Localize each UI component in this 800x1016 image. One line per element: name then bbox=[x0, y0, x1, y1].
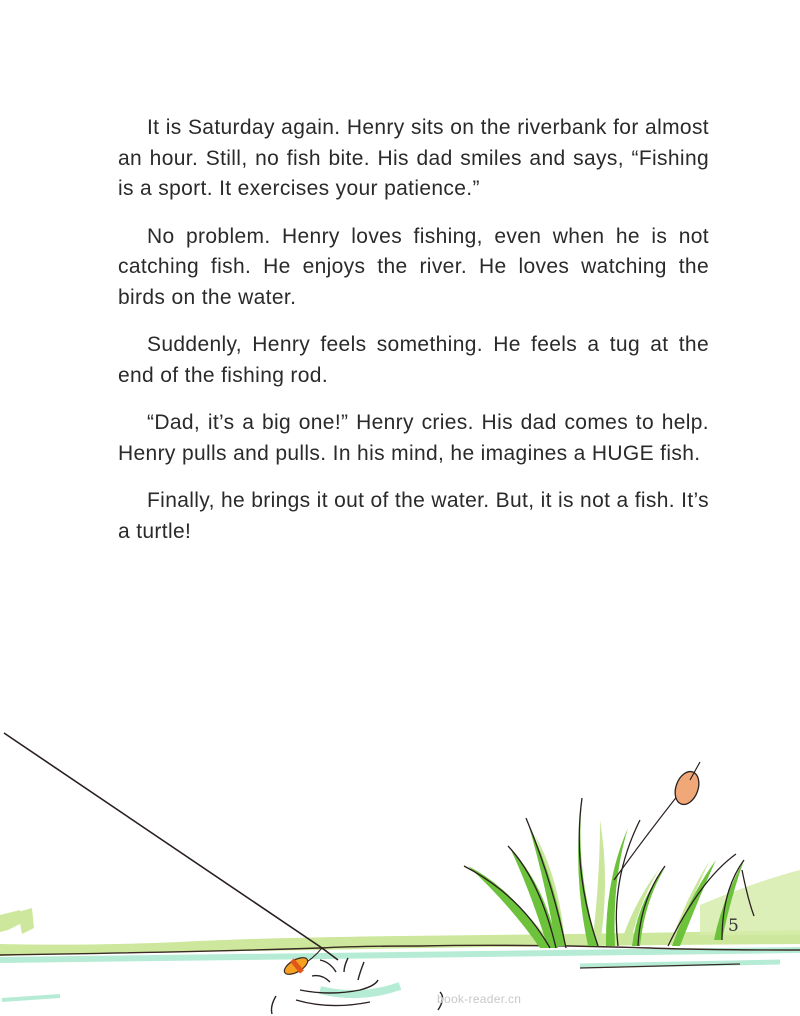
story-text bbox=[118, 113, 709, 564]
page-number: 5 bbox=[728, 916, 739, 936]
fishing-line bbox=[4, 733, 338, 960]
paragraph-2: No problem. Henry loves fishing, even when he is not catching fish. He enjoys the river. He loves watching the birds on the water. bbox=[118, 224, 709, 309]
cattail-icon bbox=[614, 762, 703, 880]
watermark: book-reader.cn bbox=[437, 992, 522, 1006]
river-fishing-illustration bbox=[0, 720, 800, 1016]
paragraph-4: “Dad, it’s a big one!” Henry cries. His dad comes to help. Henry pulls and pulls. In his mind, he imagines a HUGE fish. bbox=[118, 411, 709, 465]
river-water bbox=[0, 945, 800, 1000]
paragraph-5: Finally, he brings it out of the water. But, it is not a fish. It’s a turtle! bbox=[118, 489, 709, 543]
paragraph-3: Suddenly, Henry feels something. He feels a tug at the end of the fishing rod. bbox=[118, 333, 709, 387]
paragraph-1: It is Saturday again. Henry sits on the riverbank for almost an hour. Still, no fish bite. His dad smiles and says, “Fishing is a sport. It exercises your patience.” bbox=[118, 116, 709, 200]
